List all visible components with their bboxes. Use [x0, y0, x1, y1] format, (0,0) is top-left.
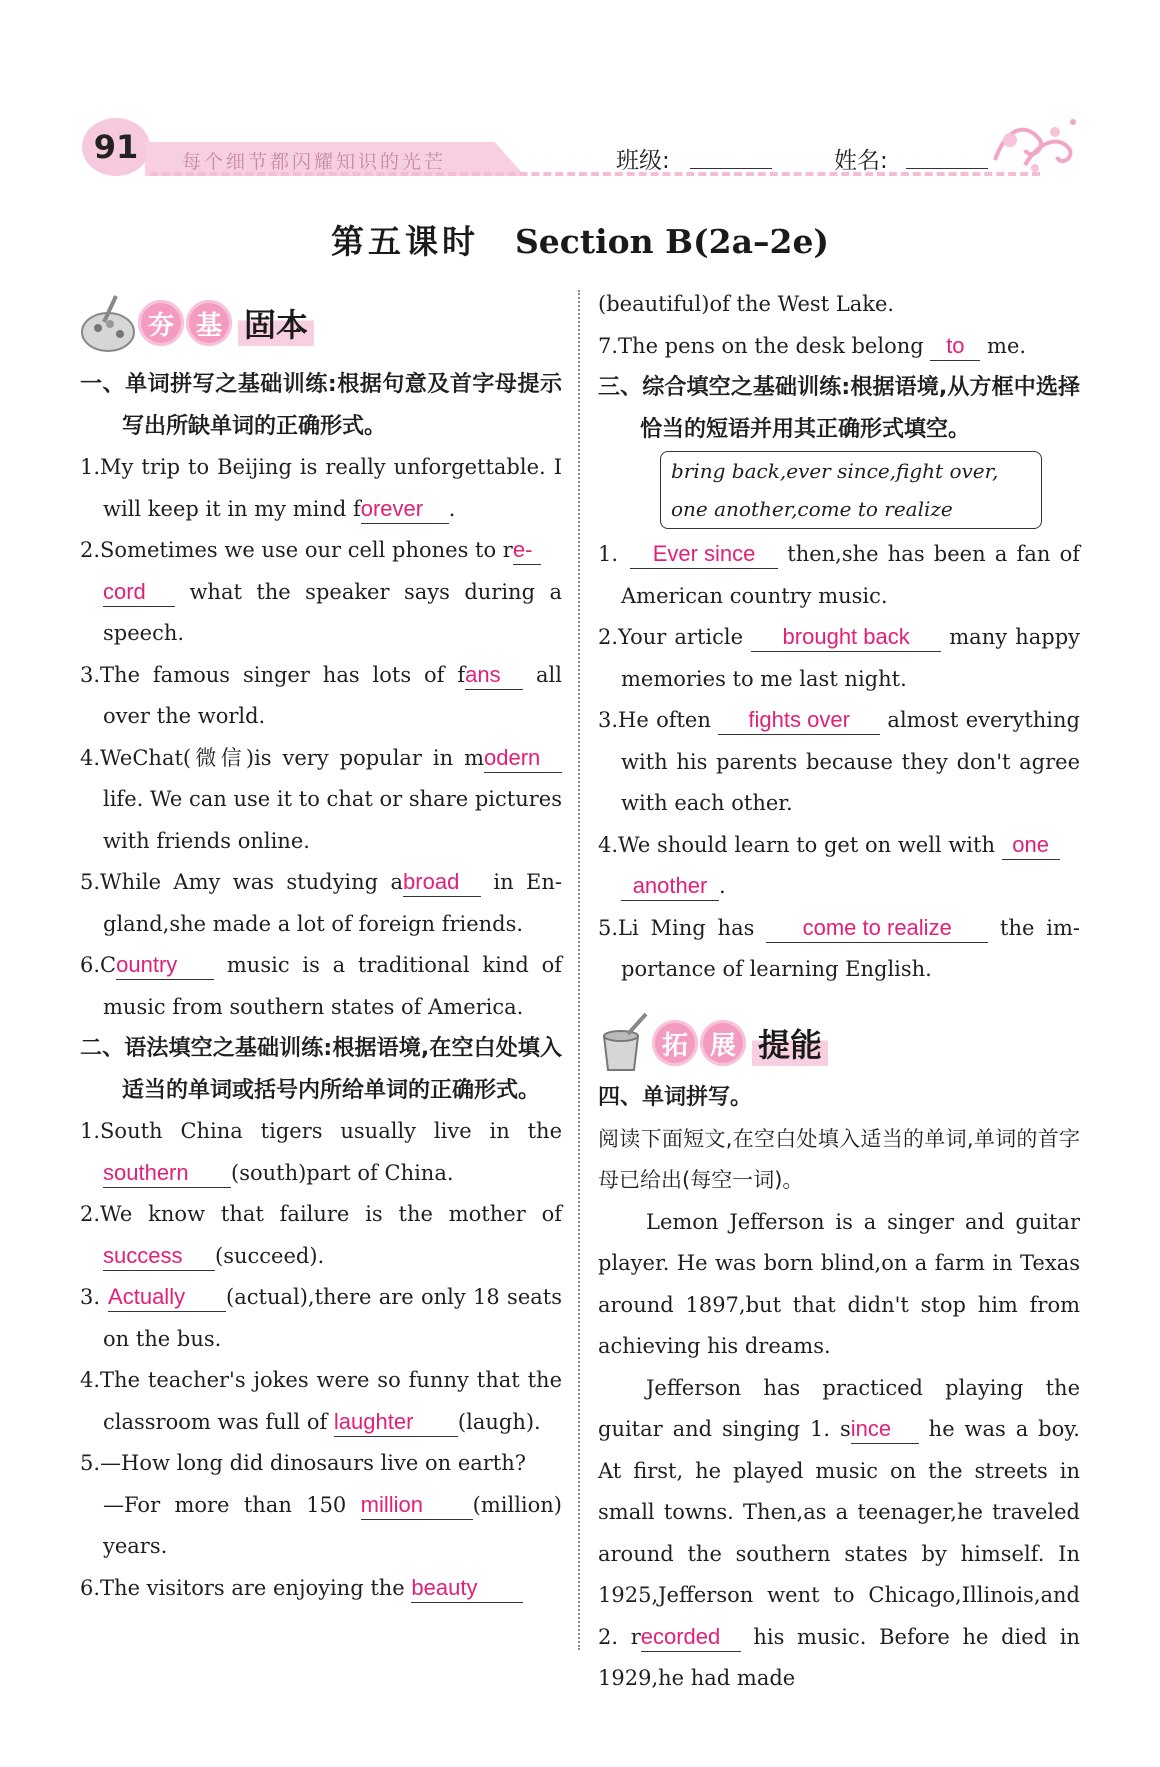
passage-blank-1[interactable]: ince [851, 1415, 919, 1444]
answer-blank[interactable]: one [1002, 831, 1060, 860]
passage-para1: Lemon Jefferson is a singer and guitar player. He was born blind,on a farm in Texas around 1897,but that didn't stop him from achieving his dreams. [598, 1209, 1080, 1358]
part3-q3: 3.He often fights over almost everything with his parents because they don't agree with each other. [598, 707, 1080, 815]
badge-char-2: 展 [700, 1020, 746, 1066]
part3-q1: 1. Ever since then,she has been a fan of American country music. [598, 541, 1080, 608]
paint-bucket-icon [598, 1012, 652, 1074]
slogan: 每个细节都闪耀知识的光芒 [182, 151, 447, 173]
answer-blank[interactable]: another [621, 872, 719, 901]
answer-blank[interactable]: to [930, 332, 980, 361]
answer-blank[interactable]: Ever since [630, 540, 778, 569]
header-dashed-line [150, 172, 1040, 176]
name-label: 姓名: [834, 148, 888, 174]
passage-para2: Jefferson has practiced playing the guitar and singing 1. since he was a boy. At first, he played music on the streets in small towns. Then,as a teenager,he traveled around the southern states by himself. In 1925,Jefferson went to Chicago,Illinois,and 2. recorded his music. Before he died in 1929,he had made [598, 1375, 1081, 1690]
part1-q4: 4.WeChat(微信)is very popular in modern life. We can use it to chat or share pictures with friends online. [80, 744, 562, 853]
badge-char-1: 夯 [138, 300, 184, 346]
left-column-text [80, 364, 562, 1609]
part2-q6: 6.The visitors are enjoying the beauty [80, 1568, 562, 1610]
answer-blank[interactable]: laughter [334, 1408, 458, 1437]
badge-text: 固本 [238, 300, 314, 346]
part2-q1: 1.South China tigers usually live in the southern (south)part of China. [80, 1111, 562, 1194]
lesson-title [0, 216, 1160, 263]
part4-text [598, 1077, 1080, 1700]
part2-q6-cont: (beautiful)of the West Lake. [598, 292, 895, 316]
part1-heading: 一、单词拼写之基础训练:根据句意及首字母提示写出所缺单词的正确形式。 [80, 372, 562, 439]
part4-heading: 四、单词拼写。 [598, 1085, 753, 1110]
answer-blank[interactable]: fights over [718, 706, 880, 735]
class-field[interactable] [690, 168, 772, 169]
column-divider [578, 290, 580, 1650]
part3-q4: 4.We should learn to get on well with one another . [598, 825, 1080, 908]
phrase-box-line2: one another,come to realize [671, 497, 953, 521]
part4-instruction: 阅读下面短文,在空白处填入适当的单词,单词的首字母已给出(每空一词)。 [598, 1126, 1080, 1192]
answer-blank[interactable]: broad [403, 868, 481, 897]
badge-text: 提能 [752, 1020, 828, 1066]
part3-questions [598, 534, 1080, 991]
answer-blank[interactable]: ans [465, 661, 523, 690]
part3-q5: 5.Li Ming has come to realize the im-portance of learning English. [598, 914, 1080, 981]
answer-blank[interactable]: brought back [751, 623, 941, 652]
badge-char-1: 拓 [652, 1020, 698, 1066]
part2-heading: 二、语法填空之基础训练:根据语境,在空白处填入适当的单词或括号内所给单词的正确形式。 [80, 1036, 562, 1103]
part1-q1: 1.My trip to Beijing is really unforgettable. I will keep it in my mind forever . [80, 447, 562, 530]
answer-blank[interactable]: million [361, 1491, 473, 1520]
part2-q5: 5.—How long did dinosaurs live on earth? —For more than 150 million (million) years. [80, 1451, 562, 1558]
part3-q2: 2.Your article brought back many happy memories to me last night. [598, 624, 1081, 691]
part2-q2: 2.We know that failure is the mother of success (succeed). [80, 1194, 562, 1277]
passage-blank-2[interactable]: ecorded [641, 1623, 741, 1652]
lesson-title-cn: 第五课时 [330, 222, 479, 261]
page-number [82, 118, 150, 176]
lesson-title-en: Section B(2a–2e) [514, 222, 830, 261]
part1-q5: 5.While Amy was studying abroad in En-gland,she made a lot of foreign friends. [80, 869, 562, 936]
answer-blank[interactable]: e- [513, 536, 541, 565]
part3-heading: 三、综合填空之基础训练:根据语境,从方框中选择恰当的短语并用其正确形式填空。 [598, 375, 1080, 442]
flower-ornament-icon [985, 110, 1085, 180]
answer-blank[interactable]: come to realize [766, 914, 988, 943]
answer-blank[interactable]: cord [103, 578, 175, 607]
badge-char-2: 基 [186, 300, 232, 346]
right-column-top [598, 284, 1080, 450]
section-badge-extend [598, 1012, 828, 1074]
answer-blank[interactable]: southern [103, 1159, 231, 1188]
section-badge-basic [80, 292, 314, 354]
phrase-box-line1: bring back,ever since,fight over, [671, 459, 999, 483]
answer-blank[interactable]: success [103, 1242, 215, 1271]
palette-icon [80, 292, 138, 354]
answer-blank[interactable]: orever [361, 495, 449, 524]
part2-q7: 7.The pens on the desk belong to me. [598, 326, 1080, 368]
part1-q2: 2.Sometimes we use our cell phones to re- cord what the speaker says during a speech. [80, 537, 562, 645]
name-field[interactable] [906, 168, 988, 169]
part1-q6: 6.Country music is a traditional kind of music from southern states of America. [80, 952, 562, 1019]
part2-q4: 4.The teacher's jokes were so funny that the classroom was full of laughter (laugh). [80, 1360, 562, 1443]
part1-q3: 3.The famous singer has lots of fans all over the world. [80, 661, 562, 728]
answer-blank[interactable]: beauty [411, 1574, 523, 1603]
part2-q3: 3. Actually (actual),there are only 18 seats on the bus. [80, 1284, 562, 1351]
answer-blank[interactable]: odern [484, 744, 562, 773]
phrase-box [660, 451, 1042, 529]
answer-blank[interactable]: Actually [108, 1283, 226, 1312]
answer-blank[interactable]: ountry [116, 951, 214, 980]
class-label: 班级: [616, 148, 670, 174]
page-number-text: 91 [93, 128, 139, 166]
